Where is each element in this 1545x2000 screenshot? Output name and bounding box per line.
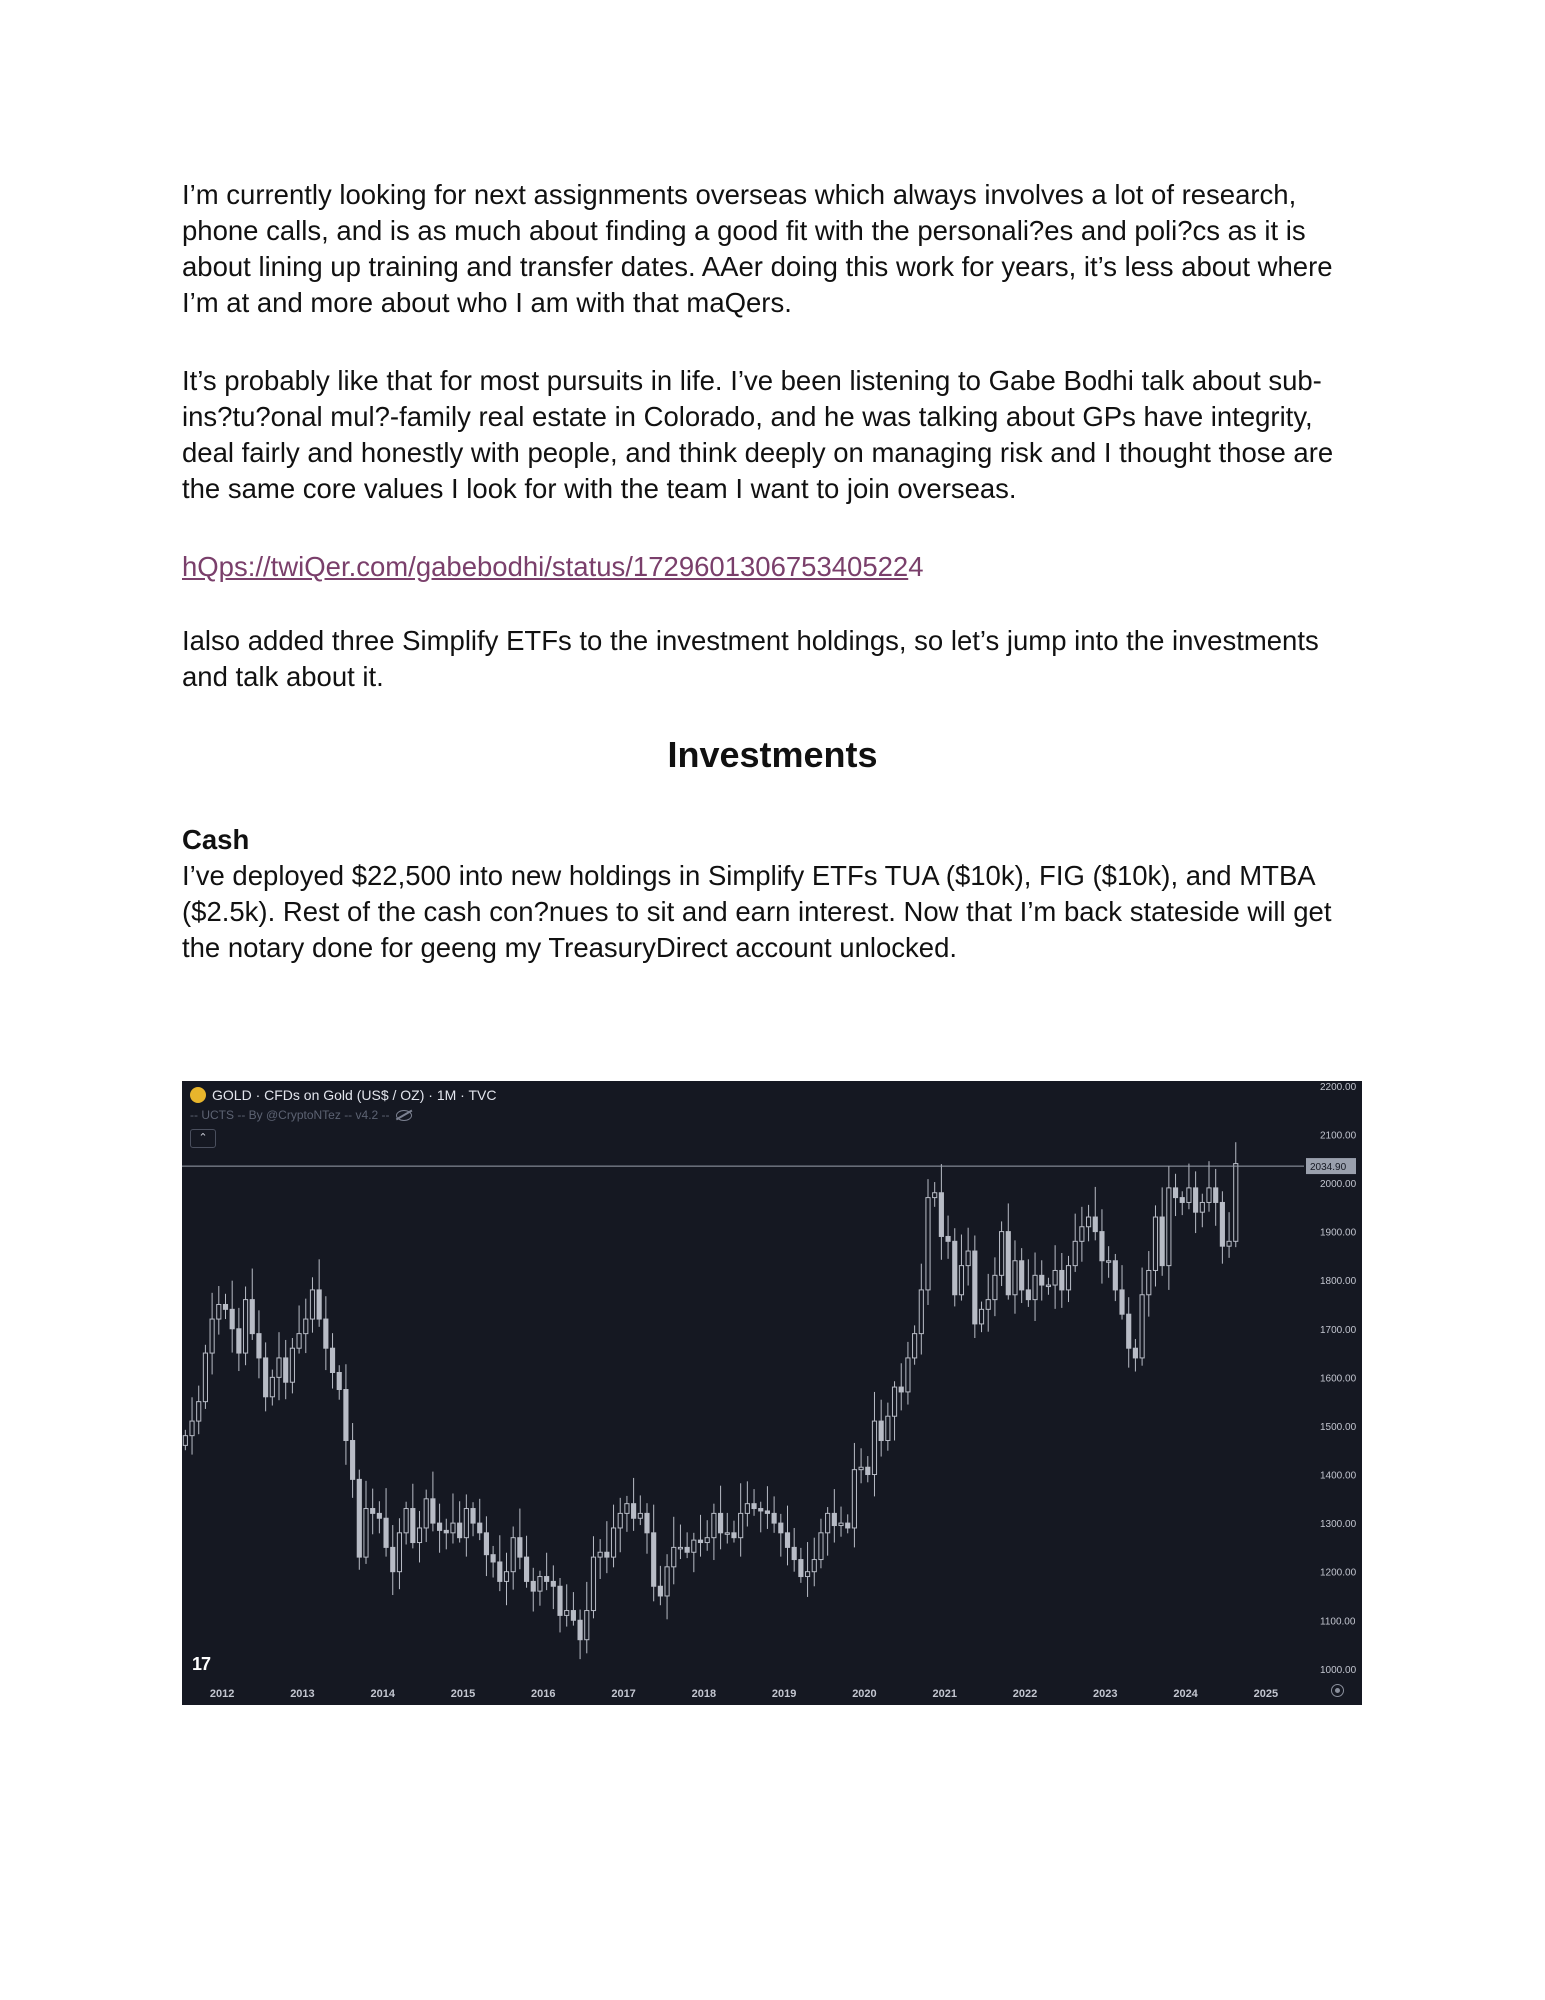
last-price-label: 2034.90 xyxy=(1310,1162,1347,1174)
candle-body xyxy=(926,1198,930,1290)
candle-body xyxy=(799,1560,803,1577)
candle-body xyxy=(819,1533,823,1560)
candle-body xyxy=(1160,1217,1164,1266)
gold-symbol-icon xyxy=(190,1087,206,1103)
candle-body xyxy=(1187,1188,1191,1203)
candle-body xyxy=(284,1358,288,1382)
candle-body xyxy=(1227,1241,1231,1246)
candle-body xyxy=(1180,1198,1184,1203)
candle-body xyxy=(1153,1217,1157,1270)
candle-body xyxy=(250,1300,254,1334)
candle-body xyxy=(1147,1270,1151,1294)
candle-body xyxy=(444,1530,448,1532)
candle-body xyxy=(1073,1241,1077,1265)
values-paragraph: It’s probably like that for most pursuits in life. I’ve been listening to Gabe Bodhi talk about sub-ins?tu?onal mul?-family real estate in Colorado, and he was talking about GPs have integrity, deal fairly and honestly with people, and think deeply on managing risk and I thought those are the same core values I look for with the team I want to join overseas. xyxy=(182,365,1334,504)
candle-body xyxy=(1194,1188,1198,1212)
y-tick-label: 2100.00 xyxy=(1320,1130,1357,1142)
candle-body xyxy=(538,1577,542,1592)
tradingview-logo: 17 xyxy=(192,1654,211,1674)
candle-body xyxy=(913,1334,917,1358)
candle-body xyxy=(745,1504,749,1514)
candle-body xyxy=(1000,1232,1004,1276)
candle-body xyxy=(772,1513,776,1523)
candle-body xyxy=(1140,1295,1144,1358)
candle-body xyxy=(210,1319,214,1353)
x-tick-label: 2015 xyxy=(450,1688,476,1700)
candle-body xyxy=(672,1547,676,1566)
candle-body xyxy=(197,1402,201,1421)
candle-body xyxy=(698,1540,702,1542)
candle-body xyxy=(879,1421,883,1440)
candle-body xyxy=(846,1523,850,1528)
x-tick-label: 2014 xyxy=(370,1688,395,1700)
candle-body xyxy=(511,1538,515,1572)
x-tick-label: 2024 xyxy=(1173,1688,1198,1700)
chart-title-text: GOLD · CFDs on Gold (US$ / OZ) · 1M · TVC xyxy=(212,1087,497,1103)
candle-body xyxy=(899,1387,903,1392)
candle-body xyxy=(357,1479,361,1557)
candle-body xyxy=(558,1586,562,1615)
candle-body xyxy=(752,1504,756,1509)
candle-body xyxy=(464,1509,468,1538)
candle-body xyxy=(725,1533,729,1535)
investments-heading: Investments xyxy=(667,734,878,775)
candle-body xyxy=(484,1533,488,1555)
candle-body xyxy=(826,1513,830,1532)
etf-paragraph: Ialso added three Simplify ETFs to the investment holdings, so let’s jump into the investments and talk about it. xyxy=(182,625,1319,692)
candle-body xyxy=(652,1533,656,1586)
candle-body xyxy=(759,1509,763,1511)
candle-body xyxy=(1220,1202,1224,1246)
candle-body xyxy=(933,1193,937,1198)
candle-body xyxy=(892,1387,896,1416)
x-tick-label: 2022 xyxy=(1012,1688,1038,1700)
collapse-legend-button[interactable]: ⌃ xyxy=(190,1129,216,1148)
candle-body xyxy=(872,1421,876,1474)
candle-body xyxy=(979,1309,983,1324)
candle-body xyxy=(1006,1232,1010,1295)
candle-body xyxy=(993,1275,997,1299)
candle-body xyxy=(605,1552,609,1557)
candle-body xyxy=(966,1251,970,1266)
candle-body xyxy=(551,1581,555,1586)
candle-body xyxy=(471,1509,475,1524)
candle-body xyxy=(1033,1275,1037,1299)
candle-body xyxy=(1214,1188,1218,1203)
candle-body xyxy=(785,1533,789,1548)
candle-body xyxy=(692,1540,696,1552)
candle-body xyxy=(384,1518,388,1547)
candle-body xyxy=(1020,1261,1024,1290)
intro-paragraph: I’m currently looking for next assignments overseas which always involves a lot of research, phone calls, and is as much about finding a good fit with the personali?es and poli?cs as it is about lining up training and transfer dates. AAer doing this work for years, it’s less about where I’m at and more about who I am with that maQers. xyxy=(182,179,1333,318)
candle-body xyxy=(1046,1285,1050,1287)
twitter-link[interactable]: hQps://twiQer.com/gabebodhi/status/172960130675340522 xyxy=(182,551,909,582)
candle-body xyxy=(866,1467,870,1474)
candle-body xyxy=(571,1611,575,1621)
y-tick-label: 1200.00 xyxy=(1320,1567,1357,1579)
candle-body xyxy=(337,1372,341,1389)
candle-body xyxy=(792,1547,796,1559)
candle-body xyxy=(919,1290,923,1334)
candle-body xyxy=(317,1290,321,1319)
candle-body xyxy=(739,1513,743,1537)
candle-body xyxy=(779,1523,783,1533)
candle-body xyxy=(1127,1314,1131,1348)
candle-body xyxy=(1113,1261,1117,1290)
candle-body xyxy=(1026,1290,1030,1300)
candle-body xyxy=(765,1511,769,1513)
candle-body xyxy=(705,1538,709,1543)
candle-body xyxy=(330,1348,334,1372)
candle-body xyxy=(531,1581,535,1591)
chart-canvas xyxy=(182,1081,1362,1705)
cash-paragraph: I’ve deployed $22,500 into new holdings in Simplify ETFs TUA ($10k), FIG ($10k), and MTBA ($2.5k). Rest of the cash con?nues to sit and earn interest. Now that I’m back stateside will get the notary done for geeng my TreasuryDirect account unlocked. xyxy=(182,860,1332,963)
candle-body xyxy=(1086,1217,1090,1227)
candle-body xyxy=(959,1266,963,1295)
candle-body xyxy=(585,1611,589,1640)
candle-body xyxy=(839,1523,843,1525)
candle-body xyxy=(478,1523,482,1533)
y-tick-label: 2200.00 xyxy=(1320,1081,1357,1093)
candle-body xyxy=(1080,1227,1084,1242)
candle-body xyxy=(638,1513,642,1518)
candle-body xyxy=(591,1557,595,1610)
candle-body xyxy=(518,1538,522,1557)
candle-body xyxy=(1167,1188,1171,1266)
candle-body xyxy=(973,1251,977,1324)
x-tick-label: 2025 xyxy=(1253,1688,1279,1700)
candle-body xyxy=(243,1300,247,1353)
candle-body xyxy=(1234,1164,1238,1242)
twitter-link-tail[interactable]: 4 xyxy=(908,551,924,582)
candle-body xyxy=(812,1560,816,1572)
candle-body xyxy=(946,1236,950,1241)
candle-body xyxy=(1200,1202,1204,1212)
candle-body xyxy=(431,1499,435,1523)
candle-body xyxy=(1173,1188,1177,1198)
x-tick-label: 2021 xyxy=(932,1688,957,1700)
candle-body xyxy=(1100,1232,1104,1261)
twitter-link-line xyxy=(182,549,1372,585)
candle-body xyxy=(732,1533,736,1538)
y-tick-label: 1600.00 xyxy=(1320,1373,1357,1385)
x-tick-label: 2017 xyxy=(611,1688,636,1700)
hide-eye-icon[interactable] xyxy=(396,1110,412,1121)
gold-price-chart[interactable] xyxy=(182,1081,1362,1705)
x-tick-label: 2013 xyxy=(290,1688,315,1700)
candle-body xyxy=(886,1416,890,1440)
candle-body xyxy=(953,1241,957,1294)
y-tick-label: 1000.00 xyxy=(1320,1664,1357,1676)
x-tick-label: 2020 xyxy=(852,1688,877,1700)
candle-body xyxy=(1066,1266,1070,1290)
candle-body xyxy=(1013,1261,1017,1295)
y-tick-label: 1500.00 xyxy=(1320,1421,1357,1433)
x-tick-label: 2018 xyxy=(691,1688,717,1700)
candle-body xyxy=(1207,1188,1211,1203)
candle-body xyxy=(397,1533,401,1572)
candle-body xyxy=(344,1390,348,1441)
candle-body xyxy=(712,1513,716,1537)
candle-body xyxy=(411,1509,415,1543)
candle-body xyxy=(645,1513,649,1532)
candle-body xyxy=(1053,1270,1057,1285)
candle-body xyxy=(451,1523,455,1533)
y-tick-label: 1300.00 xyxy=(1320,1519,1357,1531)
indicator-legend xyxy=(190,1108,412,1122)
candle-body xyxy=(578,1620,582,1639)
candle-body xyxy=(230,1309,234,1328)
candle-body xyxy=(491,1555,495,1562)
candle-body xyxy=(618,1513,622,1528)
candle-body xyxy=(805,1572,809,1577)
candle-body xyxy=(545,1577,549,1582)
candle-body xyxy=(611,1528,615,1557)
x-tick-label: 2012 xyxy=(209,1688,235,1700)
candle-body xyxy=(190,1421,194,1436)
cash-subheading: Cash xyxy=(182,824,250,855)
candle-body xyxy=(458,1523,462,1538)
candle-body xyxy=(438,1523,442,1530)
x-tick-label: 2016 xyxy=(531,1688,556,1700)
candle-body xyxy=(685,1547,689,1552)
y-tick-label: 1700.00 xyxy=(1320,1324,1357,1336)
candle-body xyxy=(290,1348,294,1382)
candle-body xyxy=(404,1509,408,1533)
candle-body xyxy=(524,1557,528,1581)
x-tick-label: 2019 xyxy=(771,1688,797,1700)
candle-body xyxy=(1107,1261,1111,1263)
candle-body xyxy=(852,1470,856,1528)
candle-body xyxy=(1060,1270,1064,1289)
indicator-label: -- UCTS -- By @CryptoNTez -- v4.2 -- xyxy=(190,1108,390,1122)
candle-body xyxy=(1133,1348,1137,1358)
candle-body xyxy=(257,1334,261,1358)
candle-body xyxy=(217,1304,221,1319)
candle-body xyxy=(277,1358,281,1377)
candle-body xyxy=(625,1504,629,1514)
candle-body xyxy=(223,1304,227,1309)
candle-body xyxy=(632,1504,636,1519)
y-tick-label: 1100.00 xyxy=(1320,1616,1356,1628)
candle-body xyxy=(498,1562,502,1581)
candle-body xyxy=(364,1509,368,1558)
settings-icon[interactable] xyxy=(1331,1684,1344,1697)
candle-body xyxy=(424,1499,428,1528)
candle-body xyxy=(1040,1275,1044,1285)
candle-body xyxy=(986,1300,990,1310)
candle-body xyxy=(939,1193,943,1237)
chart-title xyxy=(190,1087,496,1103)
candle-body xyxy=(906,1358,910,1392)
y-tick-label: 1800.00 xyxy=(1320,1276,1357,1288)
candle-body xyxy=(237,1329,241,1353)
candle-body xyxy=(351,1441,355,1480)
candle-body xyxy=(310,1290,314,1319)
candle-body xyxy=(304,1319,308,1334)
candle-body xyxy=(598,1552,602,1557)
candle-body xyxy=(391,1547,395,1571)
candle-body xyxy=(859,1467,863,1469)
candle-body xyxy=(832,1513,836,1525)
candle-body xyxy=(203,1353,207,1402)
candle-body xyxy=(324,1319,328,1348)
candle-body xyxy=(504,1572,508,1582)
y-tick-label: 1400.00 xyxy=(1320,1470,1357,1482)
candle-body xyxy=(371,1509,375,1514)
candle-body xyxy=(1120,1290,1124,1314)
candle-body xyxy=(1093,1217,1097,1232)
candle-body xyxy=(665,1567,669,1596)
candle-body xyxy=(270,1377,274,1396)
candle-body xyxy=(678,1547,682,1549)
candle-body xyxy=(377,1513,381,1518)
candle-body xyxy=(417,1528,421,1543)
candle-body xyxy=(719,1513,723,1532)
candle-body xyxy=(183,1436,187,1446)
candle-body xyxy=(565,1611,569,1616)
candle-body xyxy=(297,1334,301,1349)
candle-body xyxy=(658,1586,662,1596)
y-tick-label: 1900.00 xyxy=(1320,1227,1357,1239)
x-tick-label: 2023 xyxy=(1093,1688,1118,1700)
candle-body xyxy=(264,1358,268,1397)
y-tick-label: 2000.00 xyxy=(1320,1179,1357,1191)
